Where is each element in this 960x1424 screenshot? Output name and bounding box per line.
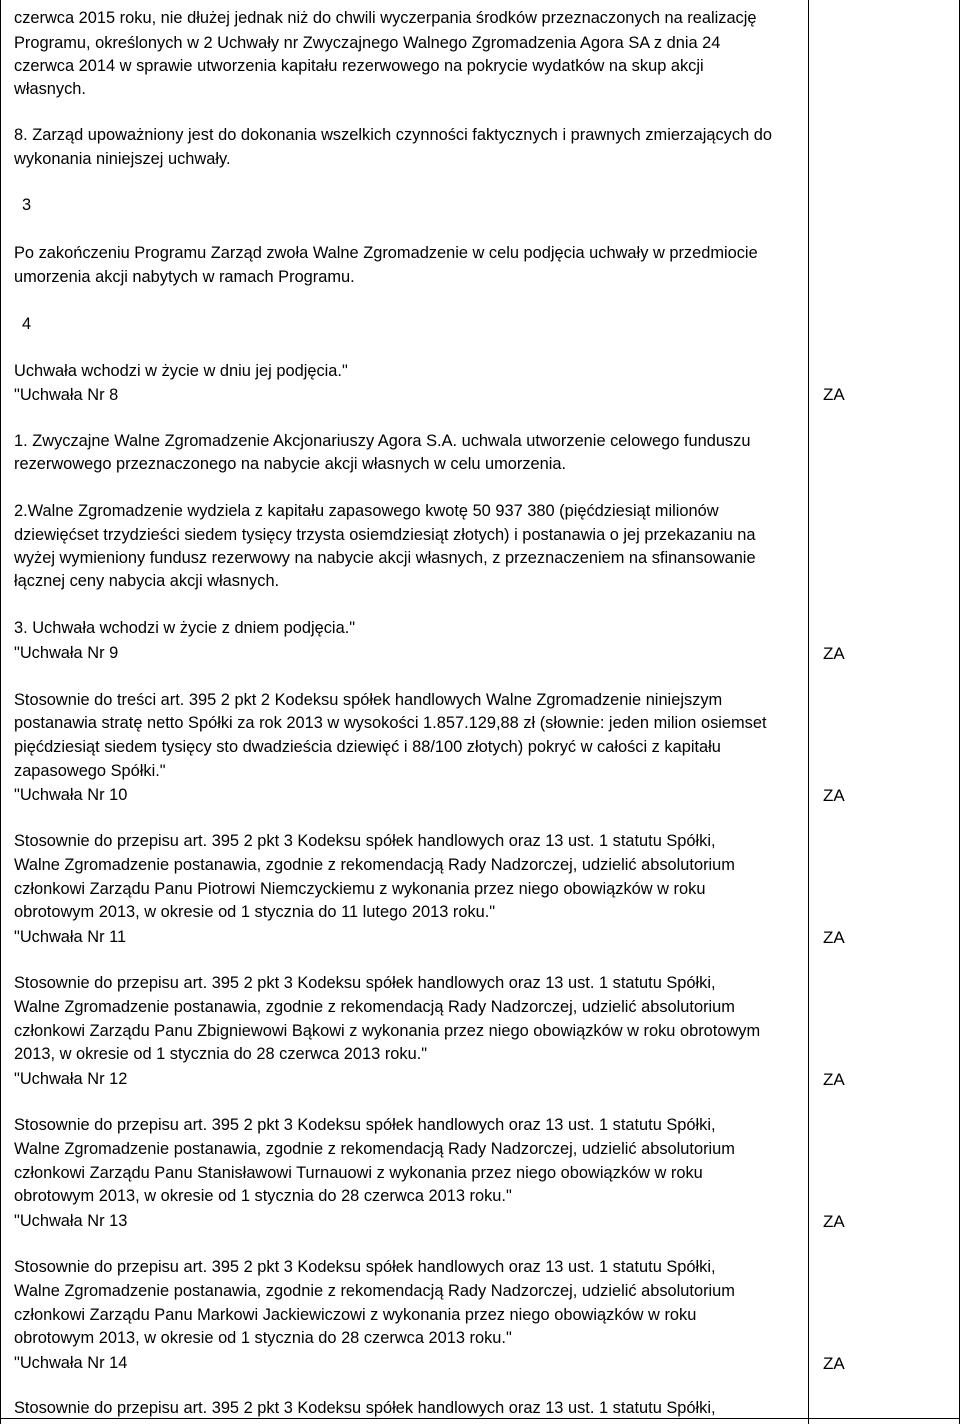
vote-value: ZA xyxy=(823,786,845,805)
paragraph-line: wyżej wymieniony fundusz rezerwowy na nabycie akcji własnych, z przeznaczeniem na sfinansowanie xyxy=(14,549,756,567)
paragraph-line: 2013, w okresie od 1 stycznia do 28 czerwca 2013 roku." xyxy=(14,1045,428,1063)
paragraph-line: Stosownie do przepisu art. 395 2 pkt 3 Kodeksu spółek handlowych oraz 13 ust. 1 statutu Spółki, xyxy=(14,974,716,992)
paragraph-line: Po zakończeniu Programu Zarząd zwoła Walne Zgromadzenie w celu podjęcia uchwały w przedmiocie xyxy=(14,244,758,262)
paragraph-line: dziewięćset trzydzieści siedem tysięcy trzysta osiemdziesiąt złotych) i postanawia o jej przekazaniu na xyxy=(14,526,756,544)
vote-value: ZA xyxy=(823,385,845,404)
paragraph-line: łącznej ceny nabycia akcji własnych. xyxy=(14,572,280,590)
paragraph-line: zapasowego Spółki." xyxy=(14,762,166,780)
paragraph-line: Walne Zgromadzenie postanawia, zgodnie z rekomendacją Rady Nadzorczej, udzielić absolutorium xyxy=(14,1140,735,1158)
paragraph-line: obrotowym 2013, w okresie od 1 stycznia do 28 czerwca 2013 roku." xyxy=(14,1187,512,1205)
paragraph-line: członkowi Zarządu Panu Piotrowi Niemczyckiemu z wykonania przez niego obowiązków w roku xyxy=(14,880,706,898)
paragraph-line: czerwca 2014 w sprawie utworzenia kapitału rezerwowego na pokrycie wydatków na skup akcji xyxy=(14,57,704,75)
paragraph-line: postanawia stratę netto Spółki za rok 2013 w wysokości 1.857.129,88 zł (słownie: jeden milion osiemset xyxy=(14,714,767,732)
paragraph-line: obrotowym 2013, w okresie od 1 stycznia do 28 czerwca 2013 roku." xyxy=(14,1329,512,1347)
paragraph-line: Walne Zgromadzenie postanawia, zgodnie z rekomendacją Rady Nadzorczej, udzielić absolutorium xyxy=(14,998,735,1016)
vote-value: ZA xyxy=(823,928,845,947)
vote-value: ZA xyxy=(823,1354,845,1373)
paragraph-line: Programu, określonych w 2 Uchwały nr Zwyczajnego Walnego Zgromadzenia Agora SA z dnia 24 xyxy=(14,34,721,52)
paragraph-line: 1. Zwyczajne Walne Zgromadzenie Akcjonariuszy Agora S.A. uchwala utworzenie celowego funduszu xyxy=(14,432,751,450)
paragraph-line: 3. Uchwała wchodzi w życie z dniem podjęcia." xyxy=(14,619,356,637)
section-heading: 4 xyxy=(22,315,32,333)
paragraph-line: Stosownie do treści art. 395 2 pkt 2 Kodeksu spółek handlowych Walne Zgromadzenie niniejszym xyxy=(14,691,723,709)
paragraph-line: obrotowym 2013, w okresie od 1 stycznia do 11 lutego 2013 roku." xyxy=(14,903,496,921)
resolution-title: "Uchwała Nr 14 xyxy=(14,1354,128,1372)
paragraph-line: 8. Zarząd upoważniony jest do dokonania wszelkich czynności faktycznych i prawnych zmierzających do xyxy=(14,126,772,144)
paragraph-line: Walne Zgromadzenie postanawia, zgodnie z rekomendacją Rady Nadzorczej, udzielić absolutorium xyxy=(14,856,735,874)
paragraph-line: 2.Walne Zgromadzenie wydziela z kapitału zapasowego kwotę 50 937 380 (pięćdziesiąt milionów xyxy=(14,502,719,520)
paragraph-line: czerwca 2015 roku, nie dłużej jednak niż do chwili wyczerpania środków przeznaczonych na realizację xyxy=(14,9,757,27)
paragraph-line: członkowi Zarządu Panu Stanisławowi Turnauowi z wykonania przez niego obowiązków w roku xyxy=(14,1164,703,1182)
vote-value: ZA xyxy=(823,644,845,663)
vote-value: ZA xyxy=(823,1212,845,1231)
paragraph-line: wykonania niniejszej uchwały. xyxy=(14,150,231,168)
paragraph-line: członkowi Zarządu Panu Markowi Jackiewiczowi z wykonania przez niego obowiązków w roku xyxy=(14,1306,697,1324)
resolution-title: "Uchwała Nr 8 xyxy=(14,386,119,404)
resolution-title: "Uchwała Nr 10 xyxy=(14,786,128,804)
paragraph-line: pięćdziesiąt siedem tysięcy sto dwadzieścia dziewięć i 88/100 złotych) pokryć w całości z kapitału xyxy=(14,738,721,756)
table-column-divider xyxy=(808,0,809,1424)
resolution-title: "Uchwała Nr 9 xyxy=(14,644,119,662)
table-border-left xyxy=(0,0,1,1424)
paragraph-line: Stosownie do przepisu art. 395 2 pkt 3 Kodeksu spółek handlowych oraz 13 ust. 1 statutu Spółki, xyxy=(14,1258,716,1276)
paragraph-line: rezerwowego przeznaczonego na nabycie akcji własnych w celu umorzenia. xyxy=(14,455,567,473)
resolution-title: "Uchwała Nr 12 xyxy=(14,1070,128,1088)
paragraph-line: własnych. xyxy=(14,80,86,98)
paragraph-line: Walne Zgromadzenie postanawia, zgodnie z rekomendacją Rady Nadzorczej, udzielić absolutorium xyxy=(14,1282,735,1300)
resolution-title: "Uchwała Nr 13 xyxy=(14,1212,128,1230)
vote-value: ZA xyxy=(823,1070,845,1089)
paragraph-line: członkowi Zarządu Panu Zbigniewowi Bąkowi z wykonania przez niego obowiązków w roku obrotowym xyxy=(14,1022,761,1040)
resolution-title: "Uchwała Nr 11 xyxy=(14,928,127,946)
section-heading: 3 xyxy=(22,196,32,214)
paragraph-line: Stosownie do przepisu art. 395 2 pkt 3 Kodeksu spółek handlowych oraz 13 ust. 1 statutu Spółki, xyxy=(14,1399,716,1417)
paragraph-line: umorzenia akcji nabytych w ramach Programu. xyxy=(14,268,355,286)
paragraph-line: Stosownie do przepisu art. 395 2 pkt 3 Kodeksu spółek handlowych oraz 13 ust. 1 statutu Spółki, xyxy=(14,1116,716,1134)
paragraph-line: Uchwała wchodzi w życie w dniu jej podjęcia." xyxy=(14,362,348,380)
paragraph-line: Stosownie do przepisu art. 395 2 pkt 3 Kodeksu spółek handlowych oraz 13 ust. 1 statutu Spółki, xyxy=(14,832,716,850)
